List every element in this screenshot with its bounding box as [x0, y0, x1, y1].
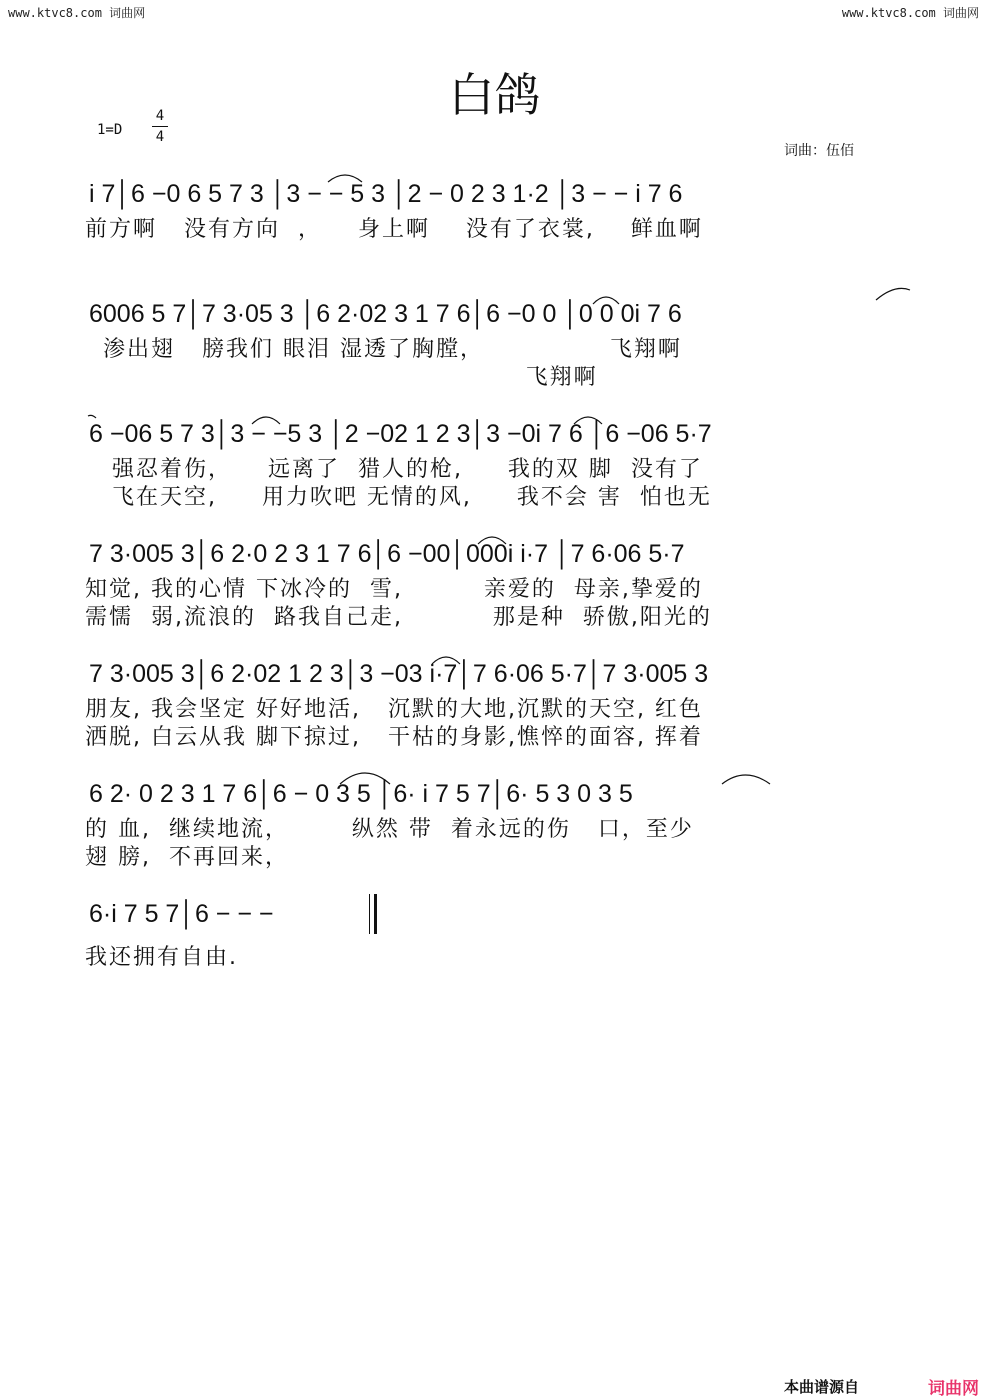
song-title: 白鸽: [448, 67, 541, 122]
lyric-row: 的 血, 继续地流， 纵然 带 着永远的伤 口，至少: [85, 817, 694, 842]
tie-mark: [478, 537, 506, 544]
footer-logo[interactable]: 词曲网: [928, 1379, 979, 1399]
key-signature: 1=D: [97, 122, 123, 138]
notation-text: 6 2· 0 2 3 1 7 6│6 − 0 3 5 │6· i 7 5 7│6· 5 3 0 3 5: [89, 780, 633, 808]
time-signature-bottom: 4: [155, 129, 165, 145]
credit: 词曲：伍佰: [784, 143, 854, 159]
site-header-left[interactable]: www.ktvc8.com 词曲网: [8, 6, 146, 20]
lyric-row: 渗出翅 膀我们 眼泪 湿透了胸膛， 飞翔啊: [85, 337, 682, 362]
lyric-row: 翅 膀, 不再回来，: [85, 845, 289, 870]
lyric-row: 前方啊 没有方向 ， 身上啊 没有了衣裳, 鲜血啊: [85, 217, 703, 242]
time-signature-top: 4: [155, 108, 165, 124]
lyric-row: 知觉, 我的心情 下冰冷的 雪, 亲爱的 母亲,挚爱的: [85, 577, 703, 602]
notation-text: 6006 5 7│7 3·05 3 │6 2·02 3 1 7 6│6 −0 0 │0 0 0i 7 6: [89, 300, 682, 328]
lyric-row: 强忍着伤， 远离了 猎人的枪, 我的双 脚 没有了: [85, 457, 703, 482]
footer-source: 本曲谱源自: [784, 1378, 860, 1396]
notation-text: 7 3·005 3│6 2·02 1 2 3│3 −03 i·7│7 6·06 5·7│7 3·005 3: [89, 660, 709, 688]
notation-text: 6 −06 5 7 3│3 − −5 3 │2 −02 1 2 3│3 −0i 7 6 │6 −06 5·7: [89, 420, 712, 448]
lyric-row: 飞翔啊: [85, 365, 598, 390]
tie-mark: [432, 657, 460, 664]
tie-mark: [88, 415, 96, 418]
lyric-row: 朋友, 我会坚定 好好地活, 沉默的大地,沉默的天空, 红色: [85, 697, 703, 722]
tie-mark: [340, 773, 390, 784]
notation-text: i 7│6 −0 6 5 7 3 │3 − − 5 3 │2 − 0 2 3 1·2 │3 − − i 7 6: [89, 180, 683, 208]
tie-mark: [876, 288, 910, 300]
tie-mark: [593, 297, 619, 304]
notation-text: 7 3·005 3│6 2·0 2 3 1 7 6│6 −00│000i i·7 │7 6·06 5·7: [89, 540, 685, 568]
site-header-right[interactable]: www.ktvc8.com 词曲网: [841, 6, 979, 20]
lyric-row: 洒脱, 白云从我 脚下掠过, 干枯的身影,憔悴的面容, 挥着: [85, 725, 703, 750]
notation-text: 6·i 7 5 7│6 − − −: [89, 900, 274, 928]
lyric-row: 我还拥有自由.: [85, 945, 238, 970]
lyric-row: 飞在天空, 用力吹吧 无情的风, 我不会 害 怕也无: [85, 485, 712, 510]
lyric-row: 需懦 弱,流浪的 路我自己走, 那是种 骄傲,阳光的: [85, 605, 712, 630]
tie-mark: [252, 417, 280, 424]
tie-mark: [328, 175, 362, 182]
tie-mark: [574, 417, 602, 424]
tie-mark: [722, 775, 770, 784]
